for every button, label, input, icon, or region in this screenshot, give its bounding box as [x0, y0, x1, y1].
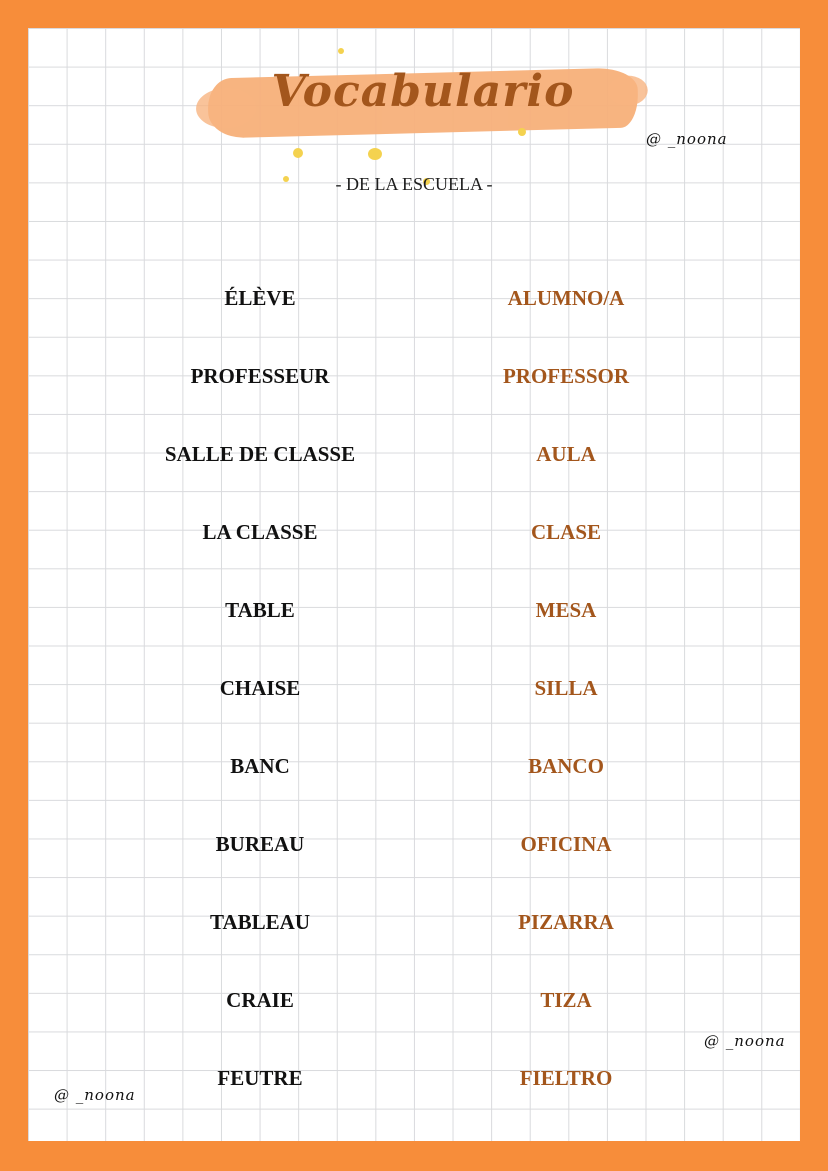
vocabulary-row	[28, 754, 800, 784]
french-word: TABLE	[225, 598, 295, 622]
spanish-word: SILLA	[534, 676, 598, 700]
vocabulary-row	[28, 988, 800, 1018]
page-subtitle: - DE LA ESCUELA -	[335, 174, 493, 194]
vocabulary-row	[28, 676, 800, 706]
author-handle: @ _noona	[704, 1032, 786, 1050]
french-word: CRAIE	[226, 988, 294, 1012]
vocabulary-row	[28, 364, 800, 394]
french-word: LA CLASSE	[202, 520, 318, 544]
paint-splatter	[518, 128, 526, 136]
author-handle: @ _noona	[54, 1086, 136, 1104]
french-word: SALLE DE CLASSE	[164, 442, 356, 466]
author-handle: @ _noona	[646, 130, 728, 148]
paint-splatter	[293, 148, 303, 158]
french-word: FEUTRE	[217, 1066, 303, 1090]
spanish-word: AULA	[536, 442, 596, 466]
french-word: CHAISE	[219, 676, 301, 700]
vocabulary-row	[28, 286, 800, 316]
spanish-word: FIELTRO	[519, 1066, 613, 1090]
vocabulary-row	[28, 832, 800, 862]
spanish-word: MESA	[535, 598, 597, 622]
spanish-word: ALUMNO/A	[507, 286, 625, 310]
french-word: ÉLÈVE	[224, 286, 296, 310]
spanish-word: BANCO	[528, 754, 604, 778]
french-word: PROFESSEUR	[190, 364, 330, 388]
french-word: BANC	[230, 754, 290, 778]
vocabulary-row	[28, 598, 800, 628]
spanish-word: PROFESSOR	[502, 364, 630, 388]
vocabulary-row	[28, 1066, 800, 1096]
page-title: Vocabulario	[271, 66, 575, 117]
spanish-word: CLASE	[530, 520, 602, 544]
paint-splatter	[368, 148, 382, 160]
paint-splatter	[338, 48, 344, 54]
grid-sheet	[28, 28, 800, 1141]
spanish-word: PIZARRA	[518, 910, 614, 934]
vocabulary-row	[28, 910, 800, 940]
vocabulary-row	[28, 442, 800, 472]
vocabulary-row	[28, 520, 800, 550]
french-word: BUREAU	[215, 832, 305, 856]
spanish-word: OFICINA	[520, 832, 612, 856]
french-word: TABLEAU	[210, 910, 310, 934]
spanish-word: TIZA	[540, 988, 592, 1012]
title-banner	[28, 28, 800, 228]
